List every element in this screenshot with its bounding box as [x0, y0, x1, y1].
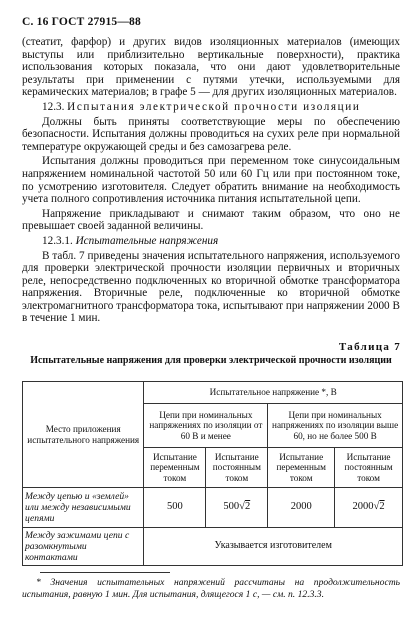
- footnote: [22, 577, 400, 600]
- row-label-earth: Между цепью и «землей» или между независимыми цепями: [23, 488, 144, 528]
- subheader-dc-2: Испытание постоянным током: [335, 448, 403, 488]
- header-group-low-voltage: Цепи при номинальных напряжениях по изоляции от 60 В и менее: [144, 404, 268, 448]
- value-prefix: 500: [223, 501, 240, 513]
- paragraph-test-conditions: Испытания должны проводиться при переменном токе синусоидальным напряжением номинальной частотой 50 или 60 Гц или при постоянном токе, по усмотрению изготовителя. Следует обратить внимание на необходимость учета полного сопротивления источника питания испытательной цепи.: [22, 155, 400, 206]
- section-title: Испытания электрической прочности изоляции: [67, 100, 361, 113]
- cell-manufacturer-note: Указывается изготовителем: [144, 528, 403, 566]
- table-row: [23, 488, 403, 528]
- subheader-ac-2: Испытание переменным током: [268, 448, 335, 488]
- footnote-text: * Значения испытательных напряжений рассчитаны на продолжительность испытания, равную 1 мин. Для испытания, длящегося 1 с, — см. п. 12.3.3.: [22, 577, 400, 600]
- table-caption: Испытательные напряжения для проверки электрической прочности изоляции: [30, 355, 392, 366]
- subsection-title: Испытательные напряжения: [75, 234, 219, 247]
- table-row: [23, 528, 403, 566]
- cell-dc-low: [206, 488, 268, 528]
- header-place: Место приложения испытательного напряжения: [23, 382, 144, 488]
- subheader-ac-1: Испытание переменным током: [144, 448, 206, 488]
- paragraph-safety: Должны быть приняты соответствующие меры по обеспечению безопасности. Испытания должны проводиться на сухих реле при нормальной температуре окружающей среды и без самозагрева реле.: [22, 115, 400, 153]
- subsection-number: 12.3.1.: [42, 234, 73, 247]
- paragraph-continuation: (стеатит, фарфор) и других видов изоляционных материалов (имеющих выступы или приблизительно вертикальные поверхности), практика использования которых показала, что они дают удовлетворительные результаты при применении с путями утечки, используемыми для керамических материалов; в графе 5 — для других изоляционных материалов.: [22, 36, 400, 99]
- table-number: Таблица 7: [338, 341, 401, 353]
- value-prefix: 2000: [352, 501, 374, 513]
- section-12-3-heading: [22, 101, 400, 114]
- header-test-voltage: Испытательное напряжение *, В: [144, 382, 403, 404]
- cell-ac-high: 2000: [268, 488, 335, 528]
- page-header: С. 16 ГОСТ 27915—88: [22, 16, 141, 28]
- cell-dc-high: [335, 488, 403, 528]
- sqrt-sign: √: [239, 501, 245, 513]
- subheader-dc-1: Испытание постоянным током: [206, 448, 268, 488]
- sqrt-sign: √: [373, 501, 380, 513]
- paragraph-voltage-application: Напряжение прикладывают и снимают таким образом, что оно не превышает своей заданной величины.: [22, 207, 400, 233]
- sqrt-argument: 2: [244, 501, 251, 513]
- body-text: [22, 36, 400, 325]
- cell-ac-low: 500: [144, 488, 206, 528]
- section-12-3-1-heading: [22, 235, 400, 248]
- section-number: 12.3.: [42, 100, 65, 113]
- paragraph-table-reference: В табл. 7 приведены значения испытательного напряжения, используемого для проверки электрической прочности изоляции первичных и вторичных реле, непосредственно подключенных ко вторичной обмотке трансформатора напряжения. Вторичные реле, подключенные ко вторичной обмотке электромагнитного трансформатора тока, испытывают при напряжении 2000 В в течение 1 мин.: [22, 249, 400, 325]
- test-voltage-table: [22, 381, 403, 566]
- row-label-open-contacts: Между зажимами цепи с разомкнутыми контактами: [23, 528, 144, 566]
- sqrt-argument: 2: [379, 501, 385, 513]
- footnote-divider: [40, 572, 170, 573]
- header-group-high-voltage: Цепи при номинальных напряжениях по изоляции выше 60, но не более 500 В: [268, 404, 403, 448]
